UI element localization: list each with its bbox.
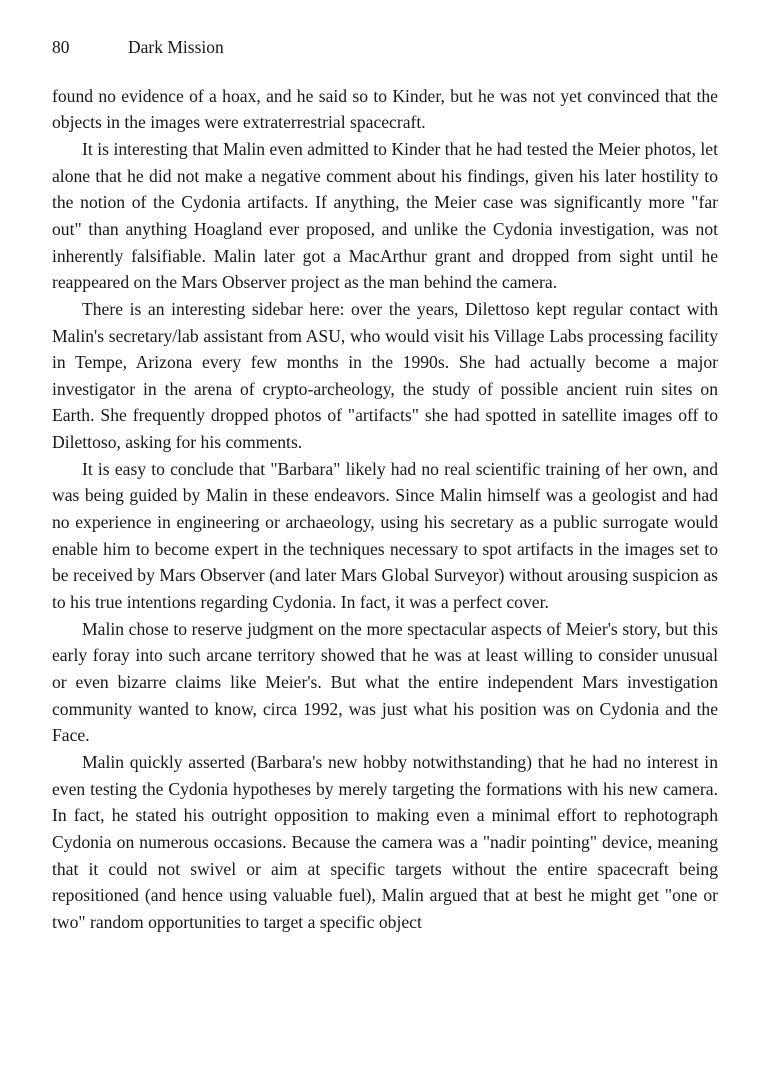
book-title: Dark Mission [128,37,224,57]
paragraph: Malin chose to reserve judgment on the more spectacular aspects of Meier's story, but this early foray into such arcane territory showed that he was at least willing to consider unusual or even bizarre claims like Meier's. But what the entire independent Mars investigation community wanted to know, circa 1992, was just what his position was on Cydonia and the Face. [52,618,718,746]
running-header [52,34,718,61]
paragraph: Malin quickly asserted (Barbara's new hobby notwithstanding) that he had no interest in even testing the Cydonia hypotheses by merely targeting the formations with his new camera. In fact, he stated his outright opposition to making even a minimal effort to rephotograph Cydonia on numerous occasions. Because the camera was a "nadir pointing" device, meaning that it could not swivel or aim at specific targets without the entire spacecraft being repositioned (and hence using valuable fuel), Malin argued that at best he might get "one or two" random opportunities to target a specific object [52,752,718,932]
paragraph: found no evidence of a hoax, and he said so to Kinder, but he was not yet convinced that the objects in the images were extraterrestrial spacecraft. [52,85,718,133]
paragraph: It is interesting that Malin even admitted to Kinder that he had tested the Meier photos, let alone that he did not make a negative comment about his findings, given his later hostility to the notion of the Cydonia artifacts. If anything, the Meier case was significantly more "far out" than anything Hoagland ever proposed, and unlike the Cydonia investigation, was not inherently falsifiable. Malin later got a MacArthur grant and dropped from sight until he reappeared on the Mars Observer project as the man behind the camera. [52,138,718,293]
paragraph: There is an interesting sidebar here: over the years, Dilettoso kept regular contact with Malin's secretary/lab assistant from ASU, who would visit his Village Labs processing facility in Tempe, Arizona every few months in the 1990s. She had actually become a major investigator in the arena of crypto-archeology, the study of possible ancient ruin sites on Earth. She frequently dropped photos of "artifacts" she had spotted in satellite images off to Dilettoso, asking for his comments. [52,298,718,453]
page-number: 80 [52,37,70,57]
page-body [52,83,718,936]
paragraph: It is easy to conclude that "Barbara" likely had no real scientific training of her own, and was being guided by Malin in these endeavors. Since Malin himself was a geologist and had no experience in engineering or archaeology, using his secretary as a public surrogate would enable him to become expert in the techniques necessary to spot artifacts in the images set to be received by Mars Observer (and later Mars Global Surveyor) without arousing suspicion as to his true intentions regarding Cydonia. In fact, it was a perfect cover. [52,458,718,613]
